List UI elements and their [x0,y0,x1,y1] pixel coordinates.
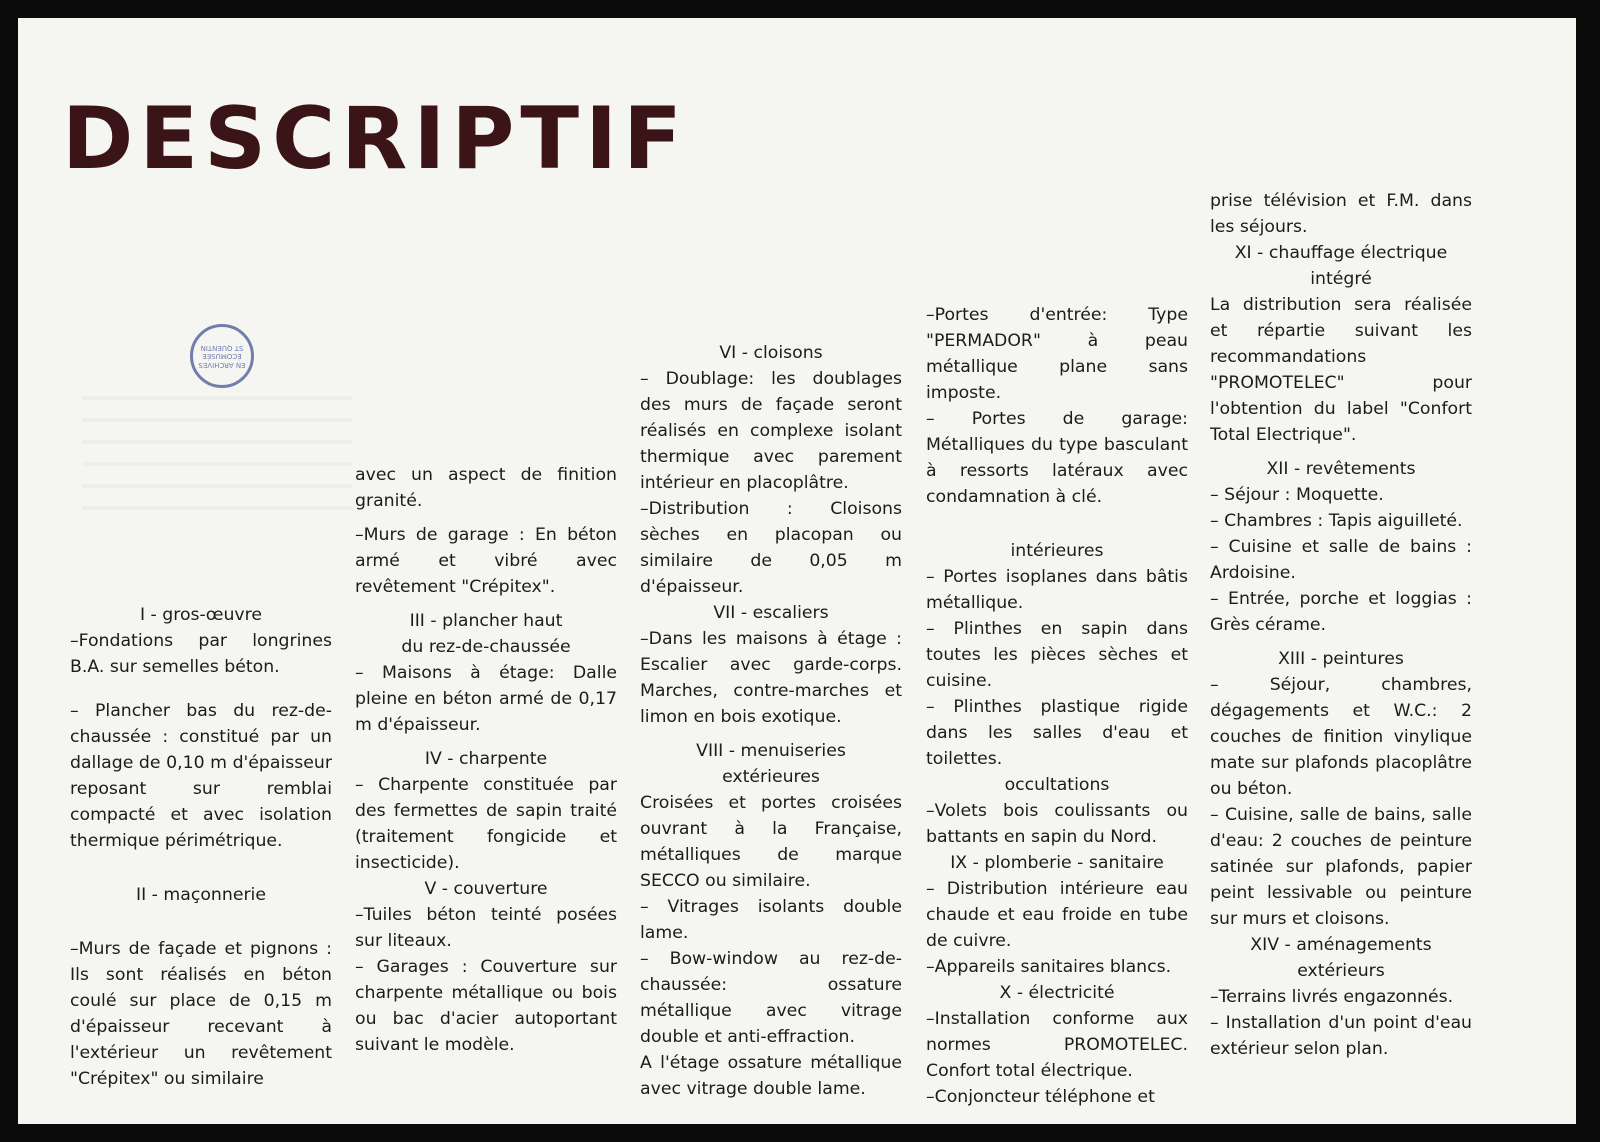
section-heading: du rez-de-chaussée [401,637,571,657]
stamp-line: ÉCOMUSÉE [202,352,242,361]
column-4 [926,302,1188,1110]
paragraph: – Plancher bas du rez-de-chaussée : constitué par un dallage de 0,10 m d'épaisseur reposant sur remblai compacté et avec isolation thermique périmétrique. [70,701,332,851]
paragraph: – Portes isoplanes dans bâtis métallique. [926,567,1188,613]
document-page [18,18,1576,1124]
paragraph: –Volets bois coulissants ou battants en sapin du Nord. [926,801,1188,847]
section-heading: XIII - peintures [1278,649,1404,669]
section-heading: VI - cloisons [719,343,823,363]
section-heading: VIII - menuiseries [696,741,846,761]
paragraph: –Fondations par longrines B.A. sur semelles béton. [70,631,332,677]
section-heading: IX - plomberie - sanitaire [950,853,1164,873]
paragraph: – Installation d'un point d'eau extérieur selon plan. [1210,1013,1472,1059]
paragraph: A l'étage ossature métallique avec vitrage double lame. [640,1053,902,1099]
column-3 [640,340,902,1102]
section-heading: I - gros-œuvre [139,605,263,625]
paragraph: – Portes de garage: Métalliques du type basculant à ressorts latéraux avec condamnation à clé. [926,409,1188,507]
show-through-text [82,378,352,528]
section-heading: extérieurs [1297,961,1385,981]
paragraph: – Distribution intérieure eau chaude et eau froide en tube de cuivre. [926,879,1188,951]
paragraph: –Appareils sanitaires blancs. [926,957,1172,977]
section-heading: XI - chauffage électrique [1234,243,1448,263]
section-heading: extérieures [722,767,820,787]
section-heading: XII - revêtements [1266,459,1416,479]
paragraph: – Plinthes en sapin dans toutes les pièces sèches et cuisine. [926,619,1188,691]
paragraph: –Portes d'entrée: Type "PERMADOR" à peau métallique plane sans imposte. [926,305,1188,403]
paragraph: Croisées et portes croisées ouvrant à la Française, métalliques de marque SECCO ou similaire. [640,793,902,891]
paragraph: – Vitrages isolants double lame. [640,897,902,943]
paragraph: –Installation conforme aux normes PROMOTELEC. Confort total électrique. [926,1009,1188,1081]
section-heading: II - maçonnerie [136,885,266,905]
column-5 [1210,188,1472,1062]
paragraph: –Murs de façade et pignons : Ils sont réalisés en béton coulé sur place de 0,15 m d'épaisseur recevant à l'extérieur un revêtement "Crépitex" ou similaire [70,939,332,1089]
section-heading: intérieures [1010,541,1104,561]
paragraph: – Maisons à étage: Dalle pleine en béton armé de 0,17 m d'épaisseur. [355,663,617,735]
stamp-line: EN ARCHIVES [198,360,246,369]
paragraph: –Tuiles béton teinté posées sur liteaux. [355,905,617,951]
section-heading: IV - charpente [424,749,548,769]
paragraph: –Distribution : Cloisons sèches en placopan ou similaire de 0,05 m d'épaisseur. [640,499,902,597]
paragraph: prise télévision et F.M. dans les séjours. [1210,191,1472,237]
paragraph: La distribution sera réalisée et répartie suivant les recommandations "PROMOTELEC" pour l'obtention du label "Confort Total Electrique". [1210,295,1472,445]
paragraph: –Conjoncteur téléphone et [926,1087,1155,1107]
page-title: DESCRIPTIF [62,89,688,189]
paragraph: – Séjour : Moquette. [1210,485,1384,505]
column-1 [70,602,332,1092]
section-heading: V - couverture [424,879,548,899]
paragraph: – Charpente constituée par des fermettes de sapin traité (traitement fongicide et insecticide). [355,775,617,873]
paragraph: – Entrée, porche et loggias : Grès cérame. [1210,589,1472,635]
paragraph: – Cuisine, salle de bains, salle d'eau: 2 couches de peinture satinée sur plafonds, papier peint lessivable ou peinture sur murs et cloisons. [1210,805,1472,929]
section-heading: III - plancher haut [409,611,563,631]
paragraph: – Séjour, chambres, dégagements et W.C.: 2 couches de finition vinylique mate sur plafonds placoplâtre ou béton. [1210,675,1472,799]
paragraph: –Dans les maisons à étage : Escalier avec garde-corps. Marches, contre-marches et limon en bois exotique. [640,629,902,727]
paragraph: – Cuisine et salle de bains : Ardoisine. [1210,537,1472,583]
paragraph: avec un aspect de finition granité. [355,465,617,511]
column-2 [355,462,617,1058]
section-heading: VII - escaliers [713,603,829,623]
section-heading: occultations [1004,775,1110,795]
stamp-line: ST QUENTIN [200,343,244,352]
paragraph: – Plinthes plastique rigide dans les salles d'eau et toilettes. [926,697,1188,769]
section-heading: intégré [1310,269,1372,289]
paragraph: – Doublage: les doublages des murs de façade seront réalisés en complexe isolant thermique avec parement intérieur en placoplâtre. [640,369,902,493]
paragraph: –Murs de garage : En béton armé et vibré avec revêtement "Crépitex". [355,525,617,597]
paragraph: –Terrains livrés engazonnés. [1210,987,1454,1007]
section-heading: XIV - aménagements [1250,935,1432,955]
section-heading: X - électricité [999,983,1115,1003]
paragraph: – Garages : Couverture sur charpente métallique ou bois ou bac d'acier autoportant suivant le modèle. [355,957,617,1055]
paragraph: – Chambres : Tapis aiguilleté. [1210,511,1463,531]
paragraph: – Bow-window au rez-de-chaussée: ossature métallique avec vitrage double et anti-effraction. [640,949,902,1047]
